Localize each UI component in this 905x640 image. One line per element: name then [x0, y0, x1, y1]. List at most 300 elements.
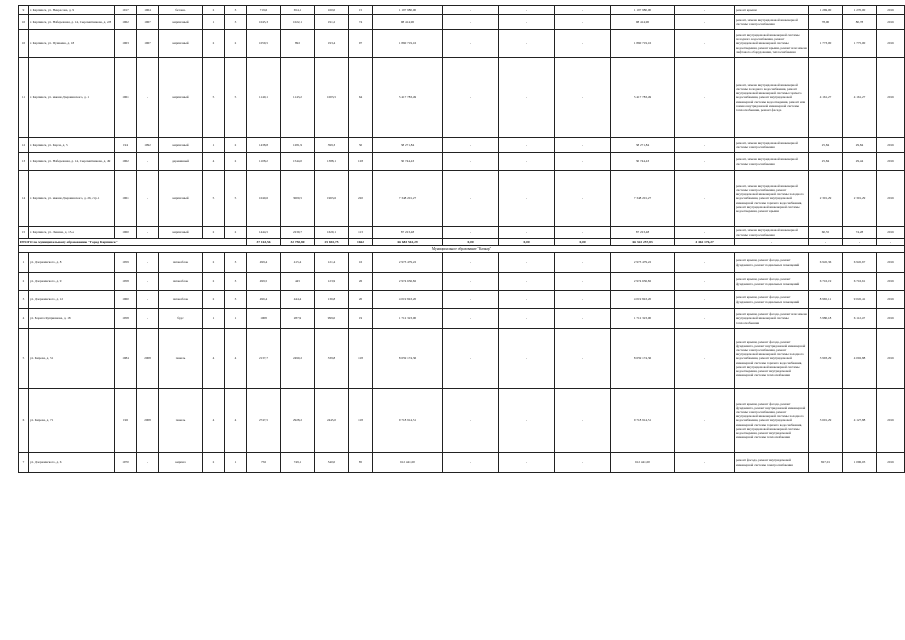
cell-en: 2	[225, 30, 247, 58]
cell-n: 1	[19, 253, 29, 273]
total-x: -	[877, 239, 905, 246]
cell-yr: 2016	[877, 273, 905, 291]
cell-c1: -	[443, 30, 499, 58]
cell-mat: кирпичный	[159, 15, 203, 30]
table-row	[19, 227, 905, 239]
cell-en: 3	[225, 6, 247, 15]
cell-en: 5	[225, 58, 247, 138]
cell-ppl: 26	[349, 273, 373, 291]
cell-u2: 6 945,67	[843, 253, 877, 273]
table-row	[19, 58, 905, 138]
cell-cost: 9 718 914,51	[373, 389, 443, 453]
cell-s2: 892	[281, 30, 315, 58]
cell-en: 3	[225, 291, 247, 309]
cell-addr: г. Карпинск, ул. Набережная, д. 14, Сыромятникова, д. 2/8	[29, 15, 115, 30]
cell-c3: -	[555, 15, 611, 30]
cell-cost: 2 974 636,82	[373, 273, 443, 291]
cell-c2: -	[499, 171, 555, 227]
cell-cost: 30 744,43	[373, 153, 443, 171]
cell-cost: 8 659 174,36	[373, 329, 443, 389]
cell-s3: 1963,6	[315, 171, 349, 227]
cell-s3: 1003,5	[315, 58, 349, 138]
cell-c3: -	[555, 6, 611, 15]
cell-yr: 2016	[877, 291, 905, 309]
cell-u1: 6 716,19	[809, 273, 843, 291]
cell-ppl: 85	[349, 453, 373, 473]
cell-s2: 2490,2	[281, 329, 315, 389]
cell-c2: -	[499, 15, 555, 30]
cell-c1: -	[443, 138, 499, 153]
cell-c3: -	[555, 153, 611, 171]
cell-fl: 2	[203, 453, 225, 473]
table-row	[19, 273, 905, 291]
cell-s3: 339,8	[315, 329, 349, 389]
cell-yr: 2016	[877, 153, 905, 171]
table-row	[19, 253, 905, 273]
cell-u1: 25,84	[809, 153, 843, 171]
total-label: ИТОГО по муниципальному образованию "Город Карпинск"	[19, 239, 247, 246]
cell-addr: г. Карпинск, ул. имени Дзержинского, д. 26, стр.1	[29, 171, 115, 227]
cell-addr: г. Карпинск, ул. Некрасова, д. 9	[29, 6, 115, 15]
cell-c5: -	[675, 253, 735, 273]
cell-y1: 196	[115, 389, 137, 453]
cell-c3: -	[555, 253, 611, 273]
cell-s1: 496,4	[247, 291, 281, 309]
cell-s1: 1140,1	[247, 58, 281, 138]
cell-u2: 29,84	[843, 138, 877, 153]
total-x: -	[843, 239, 877, 246]
cell-u1: 1 773,00	[809, 30, 843, 58]
cell-n: 5	[19, 329, 29, 389]
cell-addr: ул. Бориса Куприянова, д. 18	[29, 309, 115, 329]
cell-s3: 2445,0	[315, 389, 349, 453]
cell-c4: 5 417 783,49	[611, 58, 675, 138]
cell-s3: 1629,1	[315, 227, 349, 239]
cell-c1: -	[443, 58, 499, 138]
cell-yr: 2016	[877, 227, 905, 239]
cell-u1: 1 269,00	[809, 6, 843, 15]
cell-ppl: 97	[349, 30, 373, 58]
cell-y1: 1962	[115, 15, 137, 30]
cell-u1: 78,00	[809, 15, 843, 30]
cell-fl: 1	[203, 309, 225, 329]
cell-s2: 1281,9	[281, 138, 315, 153]
cell-cost: 87 223,48	[373, 227, 443, 239]
cell-c2: -	[499, 309, 555, 329]
cell-c2: -	[499, 6, 555, 15]
cell-c4: 612 441,00	[611, 453, 675, 473]
cell-fl: 5	[203, 58, 225, 138]
cell-c4: 98 414,90	[611, 15, 675, 30]
cell-s2: 2928,2	[281, 389, 315, 453]
table-row	[19, 389, 905, 453]
cell-addr: ул. Дзержинского, д. 8	[29, 253, 115, 273]
cell-fl: 5	[203, 171, 225, 227]
cell-works: ремонт крыши, ремонт фасада, ремонт фундамента, ремонт подвальных помещений	[735, 273, 809, 291]
cell-works: ремонт, замена внутридомовой инженерной системы электроснабжения	[735, 138, 809, 153]
cell-cost: 38 271,84	[373, 138, 443, 153]
cell-yr: 2016	[877, 15, 905, 30]
cell-y2: -	[137, 309, 159, 329]
cell-works: ремонт крыши, ремонт фасада, ремонт фундамента, ремонт внутридомовой инженерной системы электроснабжения, ремонт внутридомовой инженерной системы холодного водоснабжения, ремонт внутридомовой инженерной системы горячего водоснабжения, ремонт внутридомовой инженерной системы водоотведения, ремонт внутридомовой инженерной системы теплоснабжения	[735, 329, 809, 389]
table-row	[19, 453, 905, 473]
cell-c3: -	[555, 309, 611, 329]
cell-c5: -	[675, 389, 735, 453]
cell-n: 7	[19, 453, 29, 473]
cell-c2: -	[499, 30, 555, 58]
cell-works: ремонт, замена внутридомовой инженерной системы электроснабжения, ремонт внутридомовой инженерной системы холодного водоснабжения, ремонт внутридомовой инженерной системы горячего водоснабжения, ремонт внутридомовой инженерной системы водоотведения, ремонт крыши	[735, 171, 809, 227]
cell-c5: -	[675, 309, 735, 329]
cell-c2: -	[499, 329, 555, 389]
cell-s1: 1108,2	[247, 153, 281, 171]
cell-cost: 98 414,90	[373, 15, 443, 30]
cell-s2: 3000,5	[281, 171, 315, 227]
cell-mat: кирпичный	[159, 58, 203, 138]
cell-en: 3	[225, 273, 247, 291]
cell-s1: 499,5	[247, 273, 281, 291]
cell-addr: ул. Кирова, д. 51	[29, 329, 115, 389]
cell-s1: 756	[247, 453, 281, 473]
cell-c1: -	[443, 253, 499, 273]
cell-en: 4	[225, 389, 247, 453]
cell-en: 2	[225, 153, 247, 171]
cell-n: 11	[19, 58, 29, 138]
cell-ppl: 20	[349, 291, 373, 309]
total-x: -	[809, 239, 843, 246]
cell-y1: 1984	[115, 329, 137, 389]
cell-fl: 4	[203, 329, 225, 389]
cell-ppl: 118	[349, 389, 373, 453]
cell-s1: 499,4	[247, 253, 281, 273]
cell-mat: шлакоблок	[159, 253, 203, 273]
cell-c3: -	[555, 227, 611, 239]
table-row	[19, 15, 905, 30]
cell-s3: 136,8	[315, 291, 349, 309]
cell-addr: г. Карпинск, ул. Ленина, д. 15-а	[29, 227, 115, 239]
cell-s2: 1143,2	[281, 58, 315, 138]
cell-u2: 1 775,00	[843, 30, 877, 58]
cell-addr: г. Карпинск, ул. Набережная, д. 14, Сыромятникова, д. 49	[29, 153, 115, 171]
cell-cost: 1 860 719,16	[373, 30, 443, 58]
cell-ppl: 16	[349, 253, 373, 273]
cell-c1: -	[443, 329, 499, 389]
cell-yr: 2016	[877, 453, 905, 473]
cell-addr: ул. Дзержинского, д. 9	[29, 273, 115, 291]
cell-en: 2	[225, 138, 247, 153]
cell-en: 3	[225, 15, 247, 30]
cell-u1: 8 965,11	[809, 291, 843, 309]
cell-addr: г. Карпинск, ул. Карла, д. 5	[29, 138, 115, 153]
total-c5: 4 462 176,27	[675, 239, 735, 246]
cell-s2: 1544,0	[281, 153, 315, 171]
cell-y1: 1959	[115, 253, 137, 273]
table-row	[19, 30, 905, 58]
cell-en: 1	[225, 453, 247, 473]
cell-c2: -	[499, 453, 555, 473]
cell-c4: 9 718 914,51	[611, 389, 675, 453]
cell-works: ремонт, замена внутридомовой инженерной системы холодного водоснабжения, ремонт внутридомовой инженерной системы горячего водоснабжения, ремонт внутридомовой инженерной системы водоотведения, ремонт или замена внутридомовой инженерной системы теплоснабжения, ремонт фасада	[735, 58, 809, 138]
cell-n: 13	[19, 153, 29, 171]
cell-fl: 2	[203, 253, 225, 273]
cell-s2: 1022,1	[281, 15, 315, 30]
cell-y2: 1964	[137, 6, 159, 15]
cell-c4: 1 712 323,00	[611, 309, 675, 329]
cell-u1: 6 945,36	[809, 253, 843, 273]
table-row	[19, 138, 905, 153]
cell-c1: -	[443, 171, 499, 227]
cell-s1: 719,6	[247, 6, 281, 15]
cell-c1: -	[443, 153, 499, 171]
cell-c4: 8 659 174,36	[611, 329, 675, 389]
cell-y2: 2008	[137, 389, 159, 453]
cell-works: ремонт крыши, ремонт фасада, ремонт фундамента, ремонт подвальных помещений	[735, 291, 809, 309]
cell-c2: -	[499, 227, 555, 239]
cell-u2: 6 716,61	[843, 273, 877, 291]
cell-c2: -	[499, 389, 555, 453]
cell-yr: 2016	[877, 138, 905, 153]
cell-fl: 1	[203, 15, 225, 30]
cell-c5: -	[675, 329, 735, 389]
cell-y1: 1960	[115, 227, 137, 239]
section-title: Муниципальное образование "Качкар"	[19, 246, 905, 253]
cell-u2: 74,28	[843, 227, 877, 239]
cell-ppl: 220	[349, 171, 373, 227]
cell-s1: 1045,3	[247, 15, 281, 30]
cell-y1: 1917	[115, 6, 137, 15]
cell-c2: -	[499, 291, 555, 309]
cell-s1: 1040,6	[247, 171, 281, 227]
cell-c5: -	[675, 30, 735, 58]
cell-s1: 2137,7	[247, 329, 281, 389]
cell-c5: -	[675, 15, 735, 30]
cell-c5: -	[675, 171, 735, 227]
cell-s2: 444,4	[281, 291, 315, 309]
cell-c2: -	[499, 58, 555, 138]
cell-c1: -	[443, 15, 499, 30]
cell-ppl: 74	[349, 15, 373, 30]
cell-c2: -	[499, 273, 555, 291]
cell-y2: -	[137, 227, 159, 239]
cell-y2: -	[137, 273, 159, 291]
table-row	[19, 153, 905, 171]
table-row	[19, 329, 905, 389]
total-ppl: 1662	[349, 239, 373, 246]
cell-mat: кирпичный	[159, 30, 203, 58]
cell-n: 2	[19, 273, 29, 291]
total-s2: 32 750,80	[281, 239, 315, 246]
cell-fl: 4	[203, 389, 225, 453]
cell-ppl: 50	[349, 138, 373, 153]
cell-en: 1	[225, 309, 247, 329]
cell-u2: 4 002,88	[843, 329, 877, 389]
cell-c3: -	[555, 171, 611, 227]
cell-mat: брус	[159, 309, 203, 329]
cell-mat: бетонн.	[159, 6, 203, 15]
cell-yr: 2016	[877, 171, 905, 227]
cell-s3: 191,2	[315, 15, 349, 30]
cell-c1: -	[443, 273, 499, 291]
cell-s1: 1438,8	[247, 138, 281, 153]
cell-works: ремонт фасада, ремонт внутридомовой инженерной системы электроснабжения	[735, 453, 809, 473]
cell-y2: 1967	[137, 30, 159, 58]
cell-n: 6	[19, 389, 29, 453]
cell-fl: 2	[203, 6, 225, 15]
cell-yr: 2016	[877, 58, 905, 138]
cell-n: 15	[19, 227, 29, 239]
section-row	[19, 246, 905, 253]
cell-c5: -	[675, 58, 735, 138]
cell-s3: 1388,1	[315, 153, 349, 171]
cell-addr: ул. Дзержинского, д. 12	[29, 291, 115, 309]
cell-c3: -	[555, 291, 611, 309]
cell-c1: -	[443, 227, 499, 239]
total-s1: 37 163,56	[247, 239, 281, 246]
cell-n: 3	[19, 291, 29, 309]
cell-y1: 1958	[115, 273, 137, 291]
cell-yr: 2016	[877, 30, 905, 58]
cell-fl: 2	[203, 273, 225, 291]
cell-s2: 415,4	[281, 253, 315, 273]
cell-mat: кирпич	[159, 453, 203, 473]
cell-s2: 2239,7	[281, 227, 315, 239]
cell-s1: 1059,5	[247, 30, 281, 58]
total-c3: 0,00	[555, 239, 611, 246]
cell-y2: -	[137, 171, 159, 227]
cell-c4: 7 348 201,27	[611, 171, 675, 227]
cell-ppl: 118	[349, 329, 373, 389]
cell-y1: 1961	[115, 58, 137, 138]
cell-yr: 2016	[877, 329, 905, 389]
cell-y2: -	[137, 253, 159, 273]
cell-s1: 1008	[247, 309, 281, 329]
cell-y1: 1960	[115, 291, 137, 309]
cell-c4: 2 973 479,22	[611, 253, 675, 273]
repair-program-table	[18, 5, 905, 473]
cell-s3: 540,0	[315, 453, 349, 473]
cell-u2: 9 045,41	[843, 291, 877, 309]
cell-u2: 29,44	[843, 153, 877, 171]
total-c2: 0,00	[499, 239, 555, 246]
cell-addr: ул. Дзержинского, д. 6	[29, 453, 115, 473]
cell-y1: 1962	[115, 153, 137, 171]
cell-c1: -	[443, 6, 499, 15]
total-s3: 25 692,75	[315, 239, 349, 246]
cell-en: 4	[225, 329, 247, 389]
cell-works: ремонт крыши, ремонт фасада, ремонт фундамента, ремонт внутридомовой инженерной системы электроснабжения, ремонт внутридомовой инженерной системы холодного водоснабжения, ремонт внутридомовой инженерной системы горячего водоснабжения, ремонт внутридомовой инженерной системы водоотведения, ремонт внутридомовой инженерной системы теплоснабжения	[735, 389, 809, 453]
cell-ppl: 64	[349, 58, 373, 138]
cell-c5: -	[675, 291, 735, 309]
cell-u2: 4 161,27	[843, 58, 877, 138]
cell-c3: -	[555, 30, 611, 58]
cell-mat: кирпичный	[159, 227, 203, 239]
cell-mat: панель	[159, 329, 203, 389]
cell-yr: 2016	[877, 253, 905, 273]
total-cost: 66 683 561,29	[373, 239, 443, 246]
cell-c3: -	[555, 329, 611, 389]
cell-u1: 3 993,29	[809, 329, 843, 389]
cell-c1: -	[443, 389, 499, 453]
cell-y1: 1970	[115, 453, 137, 473]
cell-c4: 1 860 719,16	[611, 30, 675, 58]
cell-c5: -	[675, 273, 735, 291]
cell-c5: -	[675, 227, 735, 239]
total-x: -	[735, 239, 809, 246]
cell-u2: 80,78	[843, 15, 877, 30]
cell-mat: шлакоблок	[159, 273, 203, 291]
cell-s3: 121,4	[315, 253, 349, 273]
cell-s3: 160,0	[315, 6, 349, 15]
cell-u2: 4 127,88	[843, 389, 877, 453]
cell-u1: 60,55	[809, 227, 843, 239]
cell-c5: -	[675, 6, 735, 15]
cell-c3: -	[555, 58, 611, 138]
cell-en: 2	[225, 227, 247, 239]
cell-works: ремонт крыши	[735, 6, 809, 15]
total-c4: 66 322 257,83	[611, 239, 675, 246]
cell-ppl: 113	[349, 227, 373, 239]
cell-s2: 445	[281, 273, 315, 291]
cell-mat: кирпичный	[159, 171, 203, 227]
cell-c3: -	[555, 273, 611, 291]
cell-cost: 612 441,00	[373, 453, 443, 473]
cell-addr: ул. Кирова, д. 71	[29, 389, 115, 453]
cell-y2: -	[137, 453, 159, 473]
cell-fl: 1	[203, 138, 225, 153]
cell-s3: 193,4	[315, 30, 349, 58]
cell-c4: 38 271,84	[611, 138, 675, 153]
cell-c3: -	[555, 453, 611, 473]
cell-yr: 2016	[877, 389, 905, 453]
cell-cost: 5 417 783,49	[373, 58, 443, 138]
cell-yr: 2016	[877, 309, 905, 329]
cell-ppl: 15	[349, 6, 373, 15]
cell-c4: 87 223,48	[611, 227, 675, 239]
cell-addr: г. Карпинск, ул. Пушкина, д. 18	[29, 30, 115, 58]
cell-fl: 2	[203, 291, 225, 309]
cell-y2: 2008	[137, 329, 159, 389]
cell-works: ремонт крыши, ремонт фасада, ремонт фундамента, ремонт подвальных помещений	[735, 253, 809, 273]
cell-u1: 3 601,29	[809, 389, 843, 453]
cell-works: ремонт, замена внутридомовой инженерной системы электроснабжения	[735, 153, 809, 171]
total-row	[19, 239, 905, 246]
cell-cost: 1 197 980,00	[373, 6, 443, 15]
cell-mat: панель	[159, 389, 203, 453]
table-row	[19, 291, 905, 309]
cell-cost: 4 019 843,20	[373, 291, 443, 309]
cell-c5: -	[675, 153, 735, 171]
cell-u2: 1 270,00	[843, 6, 877, 15]
cell-s3: 999,0	[315, 309, 349, 329]
cell-works: ремонт, замена внутридомовой инженерной системы электроснабжения	[735, 227, 809, 239]
cell-mat: кирпичный	[159, 138, 203, 153]
cell-y2: 1992	[137, 138, 159, 153]
cell-y2: -	[137, 291, 159, 309]
cell-y1: 1958	[115, 309, 137, 329]
cell-u1: 827,01	[809, 453, 843, 473]
cell-c1: -	[443, 291, 499, 309]
table-row	[19, 6, 905, 15]
cell-cost: 2 973 479,22	[373, 253, 443, 273]
cell-n: 10	[19, 15, 29, 30]
cell-y1: 194	[115, 138, 137, 153]
cell-mat: деревянный	[159, 153, 203, 171]
cell-works: ремонт, замена внутридомовой инженерной системы электроснабжения	[735, 15, 809, 30]
cell-y2: -	[137, 153, 159, 171]
cell-fl: 4	[203, 153, 225, 171]
cell-s1: 2747,5	[247, 389, 281, 453]
cell-c5: -	[675, 138, 735, 153]
cell-n: 9	[19, 6, 29, 15]
